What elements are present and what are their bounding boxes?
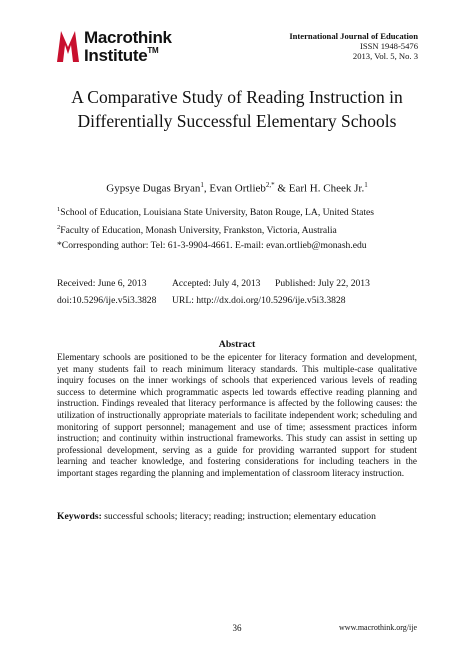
author-list	[0, 181, 474, 195]
author-name: Earl H. Cheek Jr.	[288, 182, 365, 195]
title-line-2: Differentially Successful Elementary Schools	[77, 111, 397, 131]
logo-trademark: TM	[147, 45, 159, 55]
journal-info	[289, 31, 418, 61]
logo-line1: Macrothink	[84, 27, 172, 47]
affiliation-text: School of Education, Louisiana State University, Baton Rouge, LA, United States	[60, 207, 375, 219]
author-name: Gypsye Dugas Bryan	[106, 182, 201, 195]
abstract-heading: Abstract	[218, 339, 256, 350]
publisher-logo[interactable]	[56, 26, 172, 66]
footer-journal-link[interactable]: www.macrothink.org/ije	[339, 623, 417, 632]
page-number: 36	[232, 623, 242, 633]
logo-line2	[84, 47, 172, 64]
paper-title	[0, 85, 474, 133]
doi-line	[57, 295, 346, 306]
journal-volume: 2013, Vol. 5, No. 3	[352, 51, 418, 61]
logo-wordmark	[84, 29, 172, 64]
keywords-label: Keywords:	[57, 511, 102, 522]
author-name: Evan Ortlieb	[209, 182, 266, 195]
author-affiliation-mark: 1	[364, 181, 368, 189]
published-date: Published: July 22, 2013	[275, 278, 370, 289]
keywords	[57, 511, 376, 522]
author-affiliation-mark: 2,*	[265, 181, 275, 189]
journal-name: International Journal of Education	[289, 31, 418, 41]
accepted-date: Accepted: July 4, 2013	[172, 278, 261, 289]
author-separator: ,	[203, 182, 210, 195]
affiliation	[57, 206, 374, 218]
journal-issn: ISSN 1948-5476	[359, 41, 418, 51]
abstract-text: Elementary schools are positioned to be the epicenter for literacy formation and development, yet many students fail to reach minimum literacy standards. This multiple-case qualitative inquiry focuses on the inner workings of schools that experienced various levels of reading success to determine which programmatic aspects led towards effective reading planning and instruction. Findings revealed that literacy performance is affected by the following causes: the utilization of instructionally appropriate materials to facilitate independent work; scheduling and monitoring of support personnel; management and use of time; assessment practices inform instruction; and continuity within instructional frameworks. This study can assist in setting up professional development, serving as a guide for providing warranted support for student learning and teacher knowledge, and fostering considerations for including teachers in the important stages regarding the planning and implementation of classroom literacy instruction.	[57, 353, 417, 479]
title-line-1: A Comparative Study of Reading Instruction in	[71, 87, 403, 107]
publication-dates	[57, 278, 370, 289]
corresponding-author: *Corresponding author: Tel: 61-3-9904-4661. E-mail: evan.ortlieb@monash.edu	[57, 240, 367, 251]
author-affiliation-mark: 1	[200, 181, 204, 189]
keywords-list: successful schools; literacy; reading; instruction; elementary education	[101, 511, 376, 522]
affiliation-mark: 1	[57, 206, 61, 213]
doi-url-link[interactable]: URL: http://dx.doi.org/10.5296/ije.v5i3.3828	[172, 295, 346, 306]
affiliation-mark: 2	[57, 224, 61, 231]
received-date: Received: June 6, 2013	[57, 278, 147, 289]
logo-line2-text: Institute	[84, 45, 148, 65]
affiliation-text: Faculty of Education, Monash University, Frankston, Victoria, Australia	[60, 225, 337, 237]
doi[interactable]: doi:10.5296/ije.v5i3.3828	[57, 295, 157, 306]
affiliation	[57, 224, 337, 236]
author-separator: &	[274, 182, 289, 195]
macrothink-m-icon	[56, 28, 80, 64]
